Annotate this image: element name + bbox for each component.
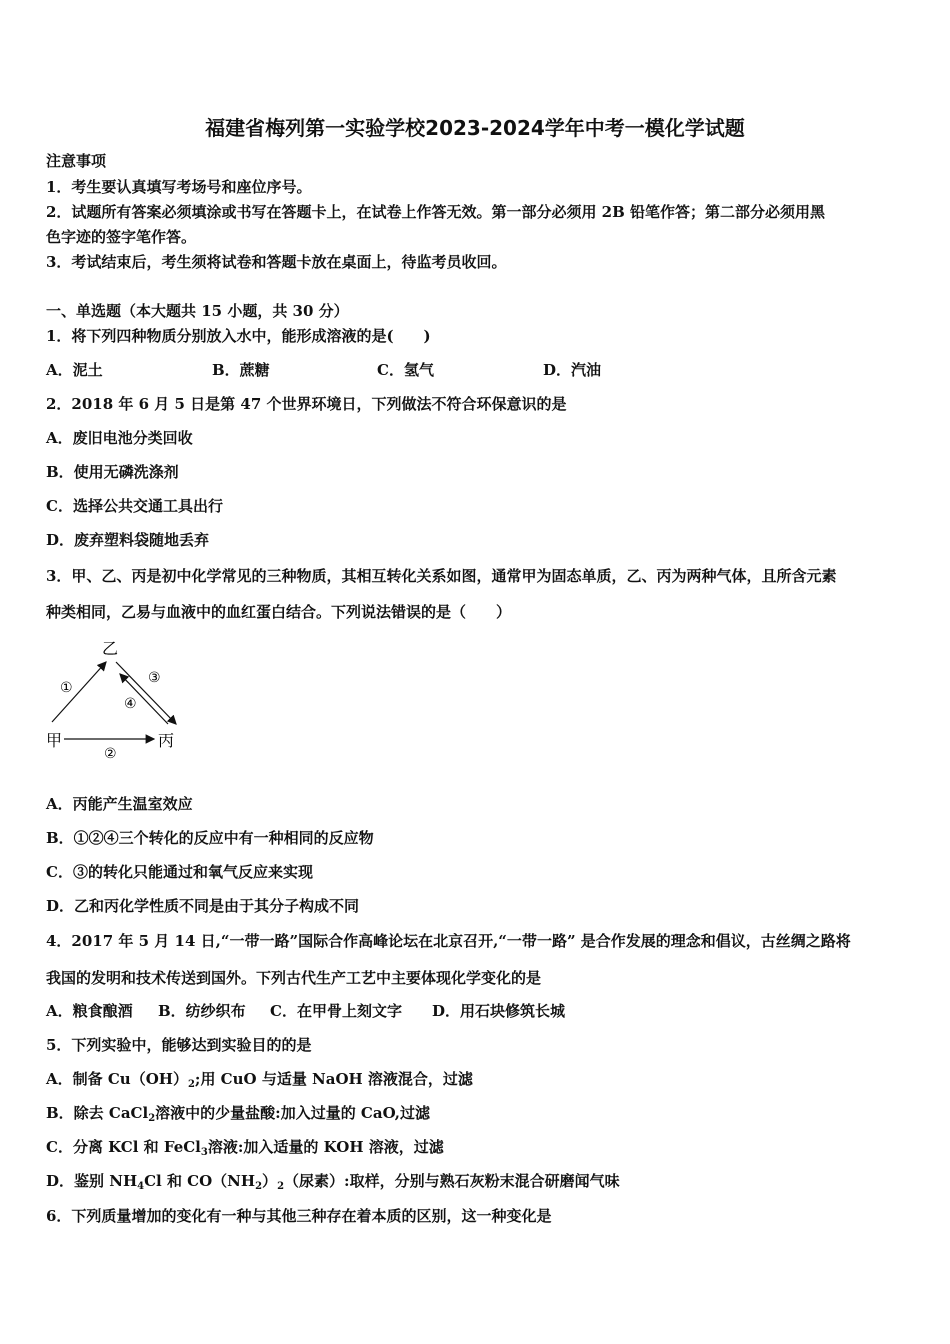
- q4-option-c: C．在甲骨上刻文字: [270, 1002, 402, 1020]
- q3-stem-line1: 3．甲、乙、丙是初中化学常见的三种物质，其相互转化关系如图，通常甲为固态单质，乙、丙为两种气体，且所含元素: [46, 567, 837, 585]
- q2-option-a: A．废旧电池分类回收: [46, 429, 193, 447]
- q5-a-text: A．制备 Cu（OH）: [46, 1070, 188, 1088]
- q3-option-c: C．③的转化只能通过和氧气反应来实现: [46, 863, 313, 881]
- notice-heading: 注意事项: [46, 152, 107, 170]
- q5-d-sub: 4: [137, 1181, 145, 1192]
- arrow-3-line: [116, 662, 176, 724]
- q2-option-c: C．选择公共交通工具出行: [46, 497, 223, 515]
- q5-d-sub2: 2: [255, 1181, 263, 1192]
- q3-option-d: D．乙和丙化学性质不同是由于其分子构成不同: [46, 897, 360, 915]
- q4-option-b: B．纺纱织布: [158, 1002, 246, 1020]
- q3-transformation-diagram: [40, 632, 200, 767]
- section-heading: 一、单选题（本大题共 15 小题，共 30 分）: [46, 302, 349, 320]
- notice-item-3: 3．考试结束后，考生须将试卷和答题卡放在桌面上，待监考员收回。: [46, 253, 507, 271]
- page-title: 福建省梅列第一实验学校2023-2024学年中考一模化学试题: [205, 116, 745, 140]
- q1-option-b: B．蔗糖: [212, 361, 270, 379]
- arrow-1-label: ①: [60, 680, 73, 696]
- q5-b-sub: 2: [148, 1113, 156, 1124]
- q4-stem-line1: 4．2017 年 5 月 14 日,“一带一路”国际合作高峰论坛在北京召开,“一带一路” 是合作发展的理念和倡议，古丝绸之路将: [46, 932, 851, 950]
- q5-option-a: [46, 1069, 473, 1089]
- q5-b-text2: 溶液中的少量盐酸:加入过量的 CaO,过滤: [155, 1104, 431, 1122]
- q5-b-text: B．除去 CaCl: [46, 1104, 149, 1122]
- q6-stem: 6．下列质量增加的变化有一种与其他三种存在着本质的区别，这一种变化是: [46, 1207, 552, 1225]
- q3-option-a: A．丙能产生温室效应: [46, 795, 193, 813]
- q4-option-a: A．粮食酿酒: [46, 1002, 133, 1020]
- q2-option-d: D．废弃塑料袋随地丢弃: [46, 531, 210, 549]
- notice-item-2: 2．试题所有答案必须填涂或书写在答题卡上，在试卷上作答无效。第一部分必须用 2B 铅笔作答；第二部分必须用黑: [46, 203, 826, 221]
- q1-option-a: A．泥土: [46, 361, 103, 379]
- q1-option-c: C．氢气: [377, 361, 434, 379]
- arrow-4-label: ④: [124, 696, 137, 712]
- q5-d-text2: Cl 和 CO（NH: [144, 1172, 256, 1190]
- q4-option-d: D．用石块修筑长城: [432, 1002, 566, 1020]
- arrow-2-label: ②: [104, 746, 117, 762]
- node-jia: 甲: [46, 731, 63, 750]
- q2-option-b: B．使用无磷洗涤剂: [46, 463, 179, 481]
- q5-option-c: [46, 1137, 444, 1157]
- q5-option-d: [46, 1171, 620, 1191]
- arrow-3-label: ③: [148, 670, 161, 686]
- q5-c-sub: 3: [200, 1147, 208, 1158]
- notice-item-1: 1．考生要认真填写考场号和座位序号。: [46, 178, 312, 196]
- node-bing: 丙: [158, 731, 175, 750]
- q5-c-text: C．分离 KCl 和 FeCl: [46, 1138, 201, 1156]
- q4-stem-line2: 我国的发明和技术传送到国外。下列古代生产工艺中主要体现化学变化的是: [46, 969, 542, 987]
- q5-d-text: D．鉴别 NH: [46, 1172, 138, 1190]
- q5-d-sub3: 2: [277, 1181, 285, 1192]
- notice-item-2-cont: 色字迹的签字笔作答。: [46, 228, 197, 246]
- node-yi: 乙: [102, 639, 119, 658]
- q3-stem-line2: 种类相同，乙易与血液中的血红蛋白结合。下列说法错误的是（ ）: [46, 603, 512, 621]
- q2-stem: 2．2018 年 6 月 5 日是第 47 个世界环境日，下列做法不符合环保意识的是: [46, 395, 567, 413]
- q5-option-b: [46, 1103, 430, 1123]
- q1-option-d: D．汽油: [543, 361, 602, 379]
- q5-a-text2: ;用 CuO 与适量 NaOH 溶液混合，过滤: [194, 1070, 473, 1088]
- q5-stem: 5．下列实验中，能够达到实验目的的是: [46, 1036, 312, 1054]
- q5-d-text4: （尿素）:取样，分别与熟石灰粉末混合研磨闻气味: [284, 1172, 620, 1190]
- q5-d-text3: ）: [262, 1172, 278, 1190]
- q5-a-sub: 2: [187, 1079, 195, 1090]
- q5-c-text2: 溶液:加入适量的 KOH 溶液，过滤: [207, 1138, 444, 1156]
- q3-option-b: B．①②④三个转化的反应中有一种相同的反应物: [46, 829, 374, 847]
- q1-stem: 1．将下列四种物质分别放入水中，能形成溶液的是( ): [46, 327, 431, 345]
